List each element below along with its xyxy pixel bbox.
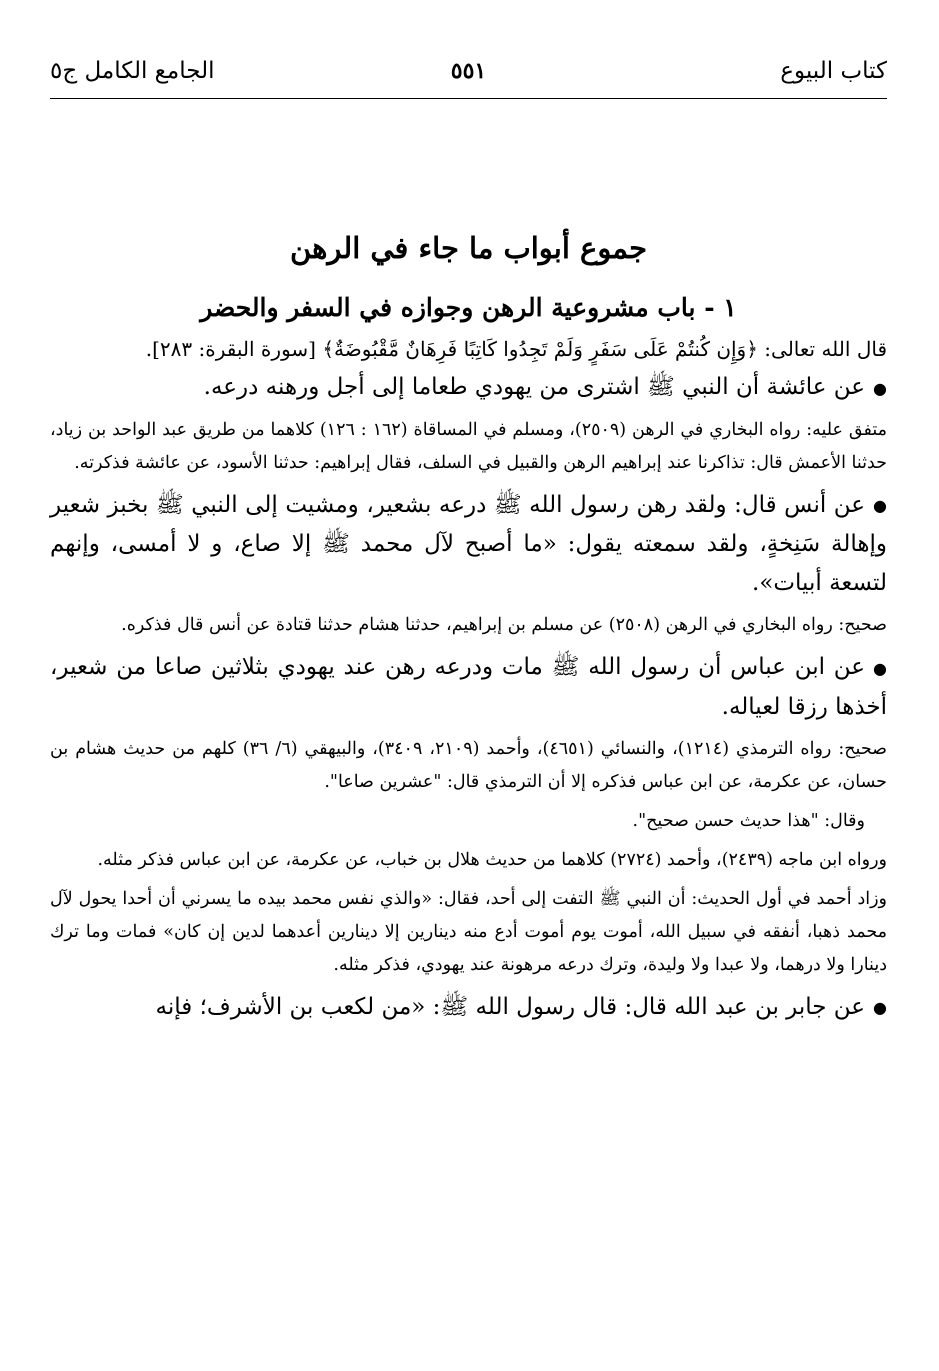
hadith-text (50, 368, 887, 408)
hadith-text (50, 988, 887, 1028)
book-chapter-label: كتاب البيوع (780, 58, 887, 84)
hadith-text (50, 648, 887, 727)
takhrij-note: صحيح: رواه الترمذي (١٢١٤)، والنسائي (٤٦٥١)، وأحمد (٢١٠٩، ٣٤٠٩)، والبيهقي (٦/ ٣٦) كلهم من حديث هشام بن حسان، عن عكرمة، عن ابن عباس فذكره إلا أن الترمذي قال: "عشرين صاعا". (50, 738, 887, 792)
page-body (50, 228, 887, 1033)
hadith-body: عن عائشة أن النبي ﷺ اشترى من يهودي طعاما إلى أجل ورهنه درعه. (203, 374, 866, 400)
book-title-label: الجامع الكامل ج٥ (50, 58, 215, 84)
running-header (50, 58, 887, 99)
section-title: ١ - باب مشروعية الرهن وجوازه في السفر والحضر (200, 293, 737, 322)
bullet-icon: ● (873, 496, 887, 515)
hadith-body: عن جابر بن عبد الله قال: قال رسول الله ﷺ: «من لكعب بن الأشرف؛ فإنه (155, 993, 866, 1020)
page-number: ٥٥١ (450, 58, 487, 84)
bullet-icon: ● (873, 998, 887, 1017)
takhrij-note: وقال: "هذا حديث حسن صحيح". (632, 810, 865, 831)
takhrij-note: ورواه ابن ماجه (٢٤٣٩)، وأحمد (٢٧٢٤) كلاهما من حديث هلال بن خباب، عن عكرمة، عن ابن عباس فذكر مثله. (97, 849, 887, 870)
bullet-icon: ● (873, 378, 887, 398)
hadith-body: عن ابن عباس أن رسول الله ﷺ مات ودرعه رهن عند يهودي بثلاثين صاعا من شعير، أخذها رزقا لعياله. (50, 654, 887, 720)
takhrij-note: متفق عليه: رواه البخاري في الرهن (٢٥٠٩)، ومسلم في المساقاة (١٦٢ : ١٢٦) كلاهما من طريق عبد الواحد بن زياد، حدثنا الأعمش قال: تذاكرنا عند إبراهيم الرهن والقبيل في السلف، فقال إبراهيم: حدثنا الأسود، عن عائشة فذكرته. (50, 419, 887, 473)
bullet-icon: ● (873, 658, 887, 678)
main-title: جموع أبواب ما جاء في الرهن (290, 231, 647, 265)
quran-verse: قال الله تعالى: ﴿وَإِن كُنتُمْ عَلَى سَفَرٍ وَلَمْ تَجِدُوا كَاتِبًا فَرِهَانٌ مَّقْبُوضَةٌ﴾ [سورة البقرة: ٢٨٣]. (145, 337, 887, 361)
hadith-body: عن أنس قال: ولقد رهن رسول الله ﷺ درعه بشعير، ومشيت إلى النبي ﷺ بخبز شعير وإهالة سَنِخةٍ، ولقد سمعته يقول: «ما أصبح لآل محمد ﷺ إلا صاع، و لا أمسى، وإنهم لتسعة أبيات». (50, 491, 887, 596)
hadith-text (50, 486, 887, 604)
takhrij-note: وزاد أحمد في أول الحديث: أن النبي ﷺ التفت إلى أحد، فقال: «والذي نفس محمد بيده ما يسرني أن أحدا يحول لآل محمد ذهبا، أنفقه في سبيل الله، أموت يوم أموت أدع منه دينارين إلا دينارين أعدهما لدين إن كان» فمات وما ترك دينارا ولا درهما، ولا عبدا ولا وليدة، وترك درعه مرهونة عند يهودي، فذكر مثله. (50, 888, 887, 975)
takhrij-note: صحيح: رواه البخاري في الرهن (٢٥٠٨) عن مسلم بن إبراهيم، حدثنا هشام حدثنا قتادة عن أنس قال فذكره. (121, 615, 887, 635)
